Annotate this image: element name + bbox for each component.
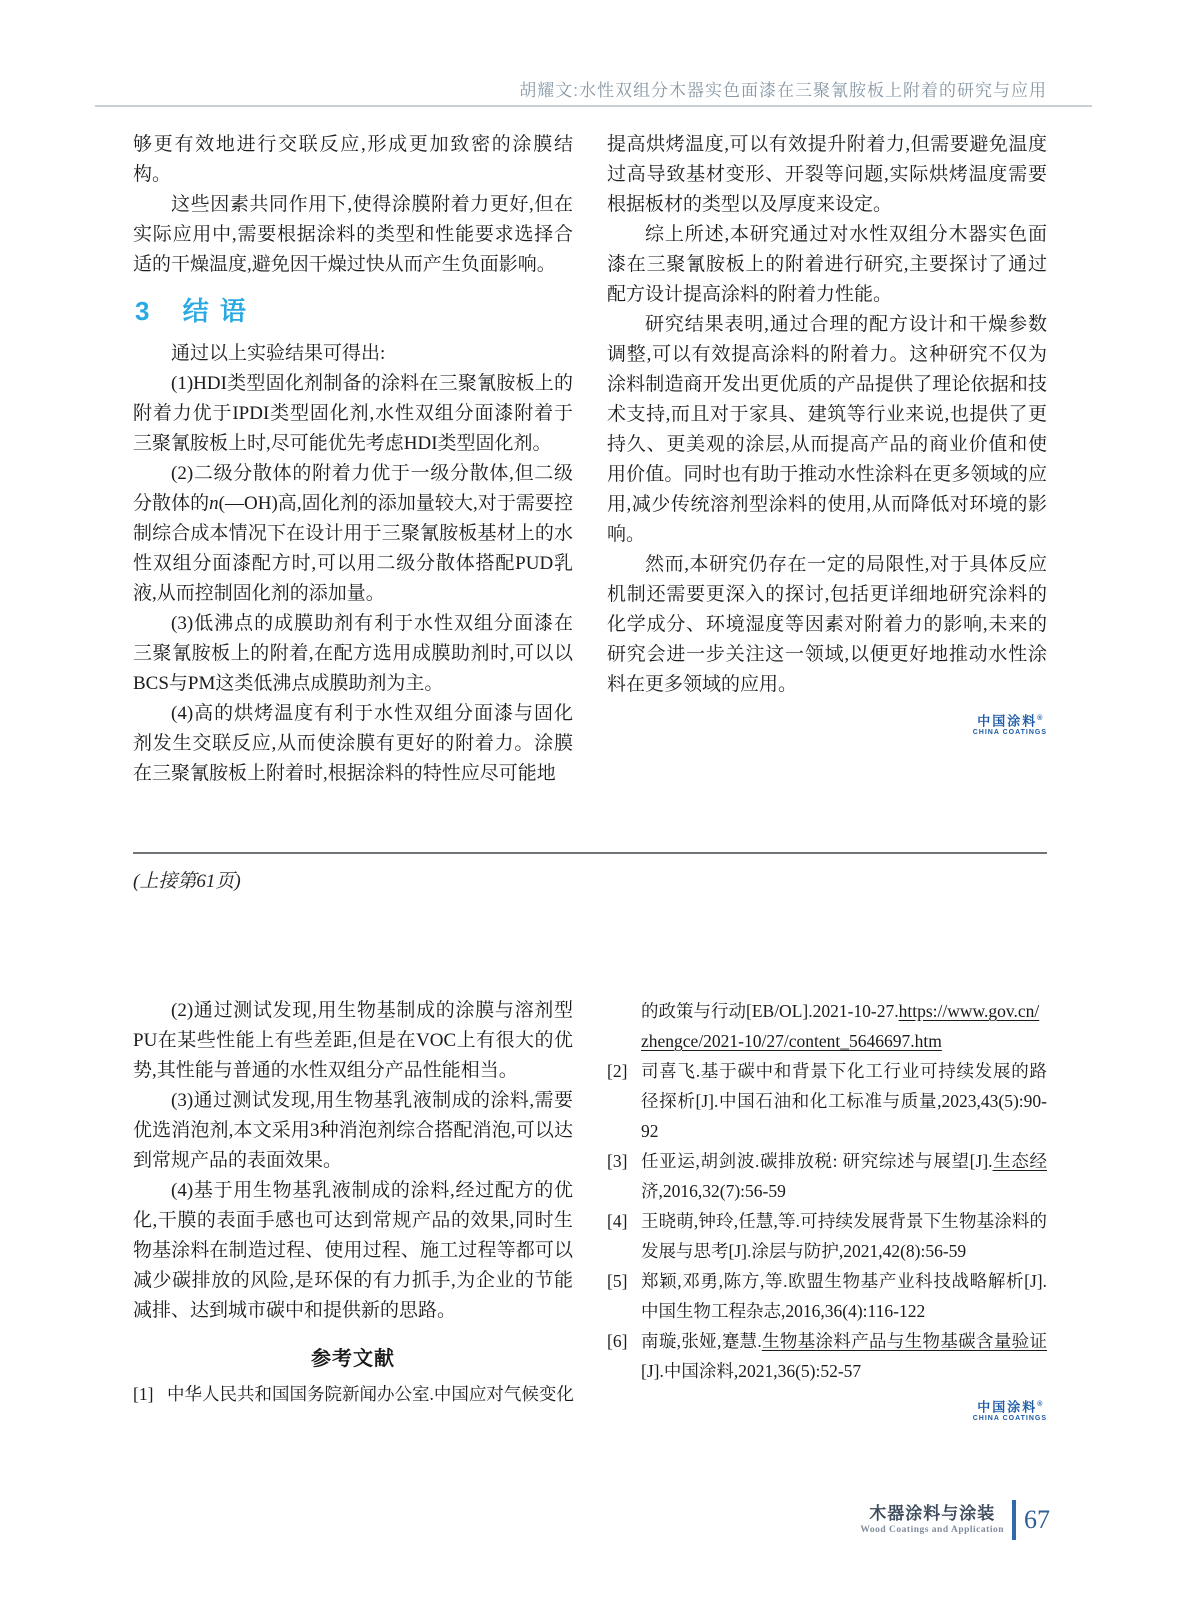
china-coatings-logo (607, 712, 1047, 739)
paragraph (133, 459, 573, 609)
bottom-section (133, 996, 1047, 1425)
reference-number: [6] (607, 1331, 628, 1351)
paragraph: (2)通过测试发现,用生物基制成的涂膜与溶剂型PU在某些性能上有些差距,但是在VOC上有很大的优势,其性能与普通的水性双组分产品性能相当。 (133, 1000, 573, 1081)
reference-text (641, 1146, 1047, 1206)
paragraph: (3)通过测试发现,用生物基乳液制成的涂料,需要优选消泡剂,本文采用3种消泡剂综合搭配消泡,可以达到常规产品的表面效果。 (133, 1090, 573, 1171)
reference-text-underlined: 生物基涂料产品与生物基碳含量验证 (761, 1331, 1047, 1351)
paragraph: 研究结果表明,通过合理的配方设计和干燥参数调整,可以有效提高涂料的附着力。这种研究不仅为涂料制造商开发出更优质的产品提供了理论依据和技术支持,而且对于家具、建筑等行业来说,也提供了更持久、更美观的涂层,从而提高产品的商业价值和使用价值。同时也有助于推动水性涂料在更多领域的应用,减少传统溶剂型涂料的使用,从而降低对环境的影响。 (607, 314, 1047, 545)
top-right-column (607, 130, 1047, 789)
bottom-left-column (133, 996, 573, 1425)
continuation-note: (上接第61页) (133, 871, 241, 892)
section-number: 3 (135, 296, 150, 326)
paragraph: (3)低沸点的成膜助剂有利于水性双组分面漆在三聚氰胺板上的附着,在配方选用成膜助剂时,可以以BCS与PM这类低沸点成膜助剂为主。 (133, 613, 573, 694)
reference-number: [4] (607, 1211, 628, 1231)
reference-url-link[interactable]: zhengce/2021-10/27/content_5646697.htm (641, 1031, 942, 1051)
reference-text: 中华人民共和国国务院新闻办公室.中国应对气候变化 (167, 1384, 574, 1404)
section-divider (133, 852, 1047, 854)
paragraph: 这些因素共同作用下,使得涂膜附着力更好,但在实际应用中,需要根据涂料的类型和性能要求选择合适的干燥温度,避免因干燥过快从而产生负面影响。 (133, 194, 573, 275)
paragraph: (4)高的烘烤温度有利于水性双组分面漆与固化剂发生交联反应,从而使涂膜有更好的附着力。涂膜在三聚氰胺板上附着时,根据涂料的特性应尽可能地 (133, 703, 573, 784)
logo-zh-text (973, 712, 1047, 728)
reference-text-pre: 任亚运,胡剑波.碳排放税: 研究综述与展望[J]. (641, 1151, 993, 1171)
reference-item (607, 1266, 1047, 1326)
reference-number: [5] (607, 1271, 628, 1291)
reference-url-link[interactable]: https://www.gov.cn/ (898, 1001, 1040, 1021)
paragraph: (1)HDI类型固化剂制备的涂料在三聚氰胺板上的附着力优于IPDI类型固化剂,水性双组分面漆附着于三聚氰胺板上时,尽可能优先考虑HDI类型固化剂。 (133, 373, 573, 454)
china-coatings-logo (607, 1398, 1047, 1425)
references-heading: 参考文献 (311, 1348, 395, 1370)
reference-text (641, 996, 1047, 1056)
logo-zh-label: 中国涂料 (977, 713, 1038, 729)
top-section (133, 130, 1047, 789)
bottom-right-column (607, 996, 1047, 1425)
reference-item-continuation (607, 996, 1047, 1056)
logo-en-text: CHINA COATINGS (972, 729, 1047, 737)
china-coatings-logo-inner (973, 712, 1047, 737)
page-number: 67 (1024, 1505, 1050, 1534)
reference-number: [2] (607, 1061, 628, 1081)
paragraph-text: (—OH)高,固化剂的添加量较大,对于需要控制综合成本情况下在设计用于三聚氰胺板基材上的水性双组分面漆配方时,可以用二级分散体搭配PUD乳液,从而控制固化剂的添加量。 (133, 493, 573, 604)
registered-mark-icon: ® (1037, 1401, 1043, 1408)
paragraph: 够更有效地进行交联反应,形成更加致密的涂膜结构。 (133, 134, 573, 185)
top-left-column (133, 130, 573, 789)
registered-mark-icon: ® (1037, 715, 1043, 722)
reference-text-pre: 南璇,张娅,蹇慧. (641, 1331, 762, 1351)
reference-text-post: [J].中国涂料,2021,36(5):52-57 (641, 1361, 862, 1381)
paragraph: 通过以上实验结果可得出: (171, 343, 386, 364)
reference-item (607, 1326, 1047, 1386)
reference-item (607, 1146, 1047, 1206)
paragraph: 综上所述,本研究通过对水性双组分木器实色面漆在三聚氰胺板上的附着进行研究,主要探讨了通过配方设计提高涂料的附着力性能。 (607, 224, 1047, 305)
logo-en-text: CHINA COATINGS (972, 1415, 1047, 1423)
journal-name-block (860, 1504, 1004, 1537)
logo-zh-label: 中国涂料 (977, 1399, 1038, 1415)
running-title: 胡耀文:水性双组分木器实色面漆在三聚氰胺板上附着的研究与应用 (519, 81, 1047, 100)
header-rule (95, 105, 1092, 107)
section-heading (135, 295, 573, 327)
paragraph: 提高烘烤温度,可以有效提升附着力,但需要避免温度过高导致基材变形、开裂等问题,实际烘烤温度需要根据板材的类型以及厚度来设定。 (607, 134, 1047, 215)
reference-text: 王晓萌,钟玲,任慧,等.可持续发展背景下生物基涂料的发展与思考[J].涂层与防护,2021,42(8):56-59 (641, 1211, 1047, 1261)
china-coatings-logo-inner (973, 1398, 1047, 1423)
reference-item (133, 1379, 573, 1409)
paragraph-text: (2)二级分散体的附着力优于一级分散体,但二级分散体的 (133, 463, 573, 514)
journal-name-zh: 木器涂料与涂装 (869, 1503, 996, 1523)
reference-text (641, 1326, 1047, 1386)
reference-number: [1] (133, 1384, 154, 1404)
reference-text-post: 济,2016,32(7):56-59 (641, 1181, 786, 1201)
reference-text: 司喜飞.基于碳中和背景下化工行业可持续发展的路径探析[J].中国石油和化工标准与质量,2023,43(5):90-92 (641, 1061, 1047, 1141)
reference-text-pre: 的政策与行动[EB/OL].2021-10-27. (641, 1001, 899, 1021)
paragraph: (4)基于用生物基乳液制成的涂料,经过配方的优化,干膜的表面手感也可达到常规产品的效果,同时生物基涂料在制造过程、使用过程、施工过程等都可以减少碳排放的风险,是环保的有力抓手,为企业的节能减排、达到城市碳中和提供新的思路。 (133, 1180, 573, 1321)
footer-divider-bar (1012, 1500, 1016, 1540)
journal-name-en: Wood Coatings and Application (860, 1524, 1004, 1535)
reference-number: [3] (607, 1151, 628, 1171)
section-title: 结 语 (182, 296, 248, 326)
paragraph: 然而,本研究仍存在一定的局限性,对于具体反应机制还需要更深入的探讨,包括更详细地研究涂料的化学成分、环境湿度等因素对附着力的影响,未来的研究会进一步关注这一领域,以便更好地推动水性涂料在更多领域的应用。 (607, 554, 1047, 695)
variable-n: n (209, 493, 219, 514)
reference-item (607, 1206, 1047, 1266)
reference-text: 郑颖,邓勇,陈方,等.欧盟生物基产业科技战略解析[J].中国生物工程杂志,2016,36(4):116-122 (641, 1271, 1047, 1321)
reference-text-underlined: 生态经 (992, 1151, 1048, 1171)
reference-item (607, 1056, 1047, 1146)
logo-zh-text (973, 1398, 1047, 1414)
page-footer (860, 1500, 1050, 1540)
